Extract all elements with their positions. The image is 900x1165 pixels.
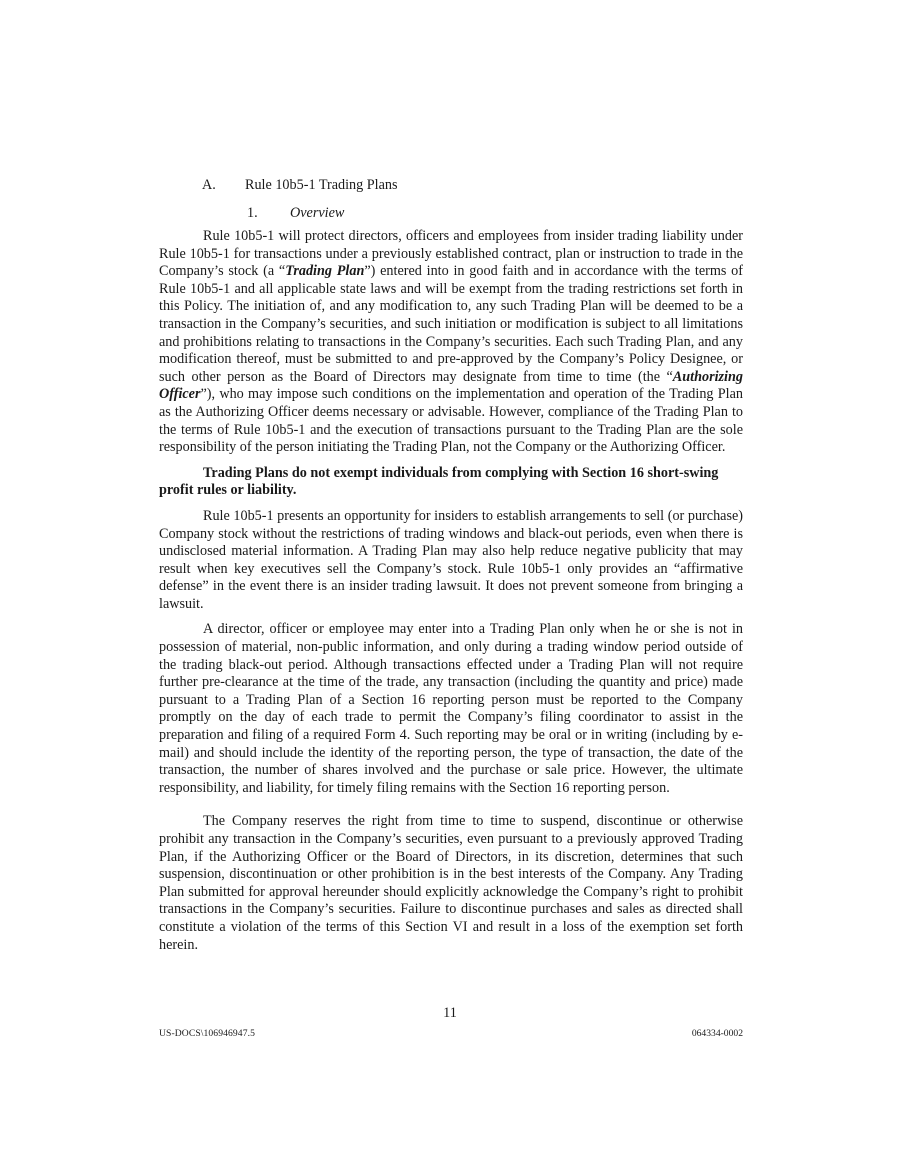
section-letter: A.	[202, 177, 216, 193]
paragraph-opportunity: Rule 10b5-1 presents an opportunity for insiders to establish arrangements to sell (or purchase) Company stock without the restrictions of trading windows and black-out periods, even when there is undisclosed material information. A Trading Plan may also help reduce negative publicity that may result when key executives sell the Company’s stock. Rule 10b5-1 only provides an “affirmative defense” in the event there is an insider trading lawsuit. It does not prevent someone from bringing a lawsuit.	[159, 507, 743, 612]
document-body	[159, 176, 743, 962]
paragraph-company-rights: The Company reserves the right from time to time to suspend, discontinue or otherwise prohibit any transaction in the Company’s securities, even pursuant to a previously approved Trading Plan, if the Authorizing Officer or the Board of Directors, in its discretion, determines that such suspension, discontinuation or other prohibition is in the best interests of the Company. Any Trading Plan submitted for approval hereunder should explicitly acknowledge the Company’s right to prohibit transactions in the Company’s securities. Failure to discontinue purchases and sales as directed shall constitute a violation of the terms of this Section VI and result in a loss of the exemption set forth herein.	[159, 813, 743, 953]
paragraph-text: ”) entered into in good faith and in accordance with the terms of Rule 10b5-1 and all applicable state laws and will be exempt from the trading restrictions set forth in this Policy. The initiation of, and any modification to, any such Trading Plan will be deemed to be a transaction in the Company’s securities, and such initiation or modification is subject to all limitations and prohibitions relating to transactions in the Company’s securities. Each such Trading Plan, and any modification thereof, must be submitted to and pre-approved by the Company’s Policy Designee, or such other person as the Board of Directors may designate from time to time (the “	[159, 263, 743, 385]
matter-number: 064334-0002	[691, 1028, 743, 1039]
defined-term-authorizing-officer: Authorizing Officer	[159, 368, 743, 403]
subsection-number: 1.	[247, 205, 258, 221]
paragraph-text: ”), who may impose such conditions on the implementation and operation of the Trading Plan as the Authorizing Officer deems necessary or advisable. However, compliance of the Trading Plan to the terms of Rule 10b5-1 and the execution of transactions pursuant to the Trading Plan are the sole responsibility of the person initiating the Trading Plan, not the Company or the Authorizing Officer.	[159, 386, 743, 456]
paragraph-eligibility: A director, officer or employee may enter into a Trading Plan only when he or she is not in possession of material, non-public information, and only during a trading window period outside of the trading black-out period. Although transactions effected under a Trading Plan will not require further pre-clearance at the time of the trade, any transaction (including the quantity and price) made pursuant to a Trading Plan of a Section 16 reporting person must be reported to the Company promptly on the day of each trade to permit the Company’s filing coordinator to assist in the preparation and filing of a required Form 4. Such reporting may be oral or in writing (including by e-mail) and should include the identity of the reporting person, the type of transaction, the date of the transaction, the number of shares involved and the purchase or sale price. However, the ultimate responsibility, and liability, for timely filing remains with the Section 16 reporting person.	[159, 621, 743, 796]
paragraph-trading-plan-definition	[159, 228, 743, 457]
subsection-title: Overview	[290, 205, 345, 221]
paragraph-text: Rule 10b5-1 will protect directors, officers and employees from insider trading liability under Rule 10b5-1 for transactions under a previously established contract, plan or instruction to trade in the Company’s stock (a “	[159, 228, 743, 280]
subsection-heading	[159, 204, 743, 222]
defined-term-trading-plan: Trading Plan	[285, 263, 365, 280]
page-number: 11	[443, 1005, 457, 1021]
bold-notice: Trading Plans do not exempt individuals from complying with Section 16 short-swing profit rules or liability.	[159, 464, 719, 499]
section-title: Rule 10b5-1 Trading Plans	[245, 177, 398, 193]
section-heading	[159, 176, 743, 194]
document-id: US-DOCS\106946947.5	[159, 1028, 255, 1039]
